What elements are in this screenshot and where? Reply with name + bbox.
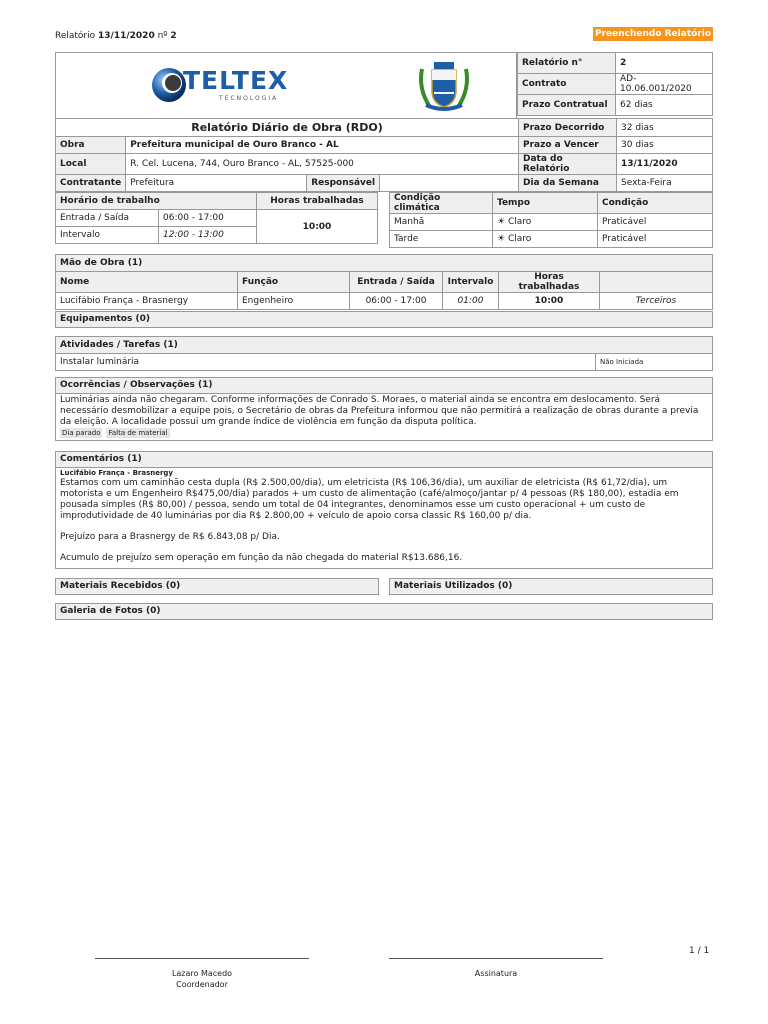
materiais-utilizados-section	[389, 578, 713, 595]
mo-nome: Lucifábio França - Brasnergy	[56, 293, 238, 310]
galeria-title: Galeria de Fotos (0)	[56, 604, 712, 619]
list-item	[56, 354, 713, 371]
atividades-title: Atividades / Tarefas (1)	[56, 337, 713, 354]
clima-row	[390, 231, 713, 248]
entrada-saida-value: 06:00 - 17:00	[159, 210, 257, 227]
prazo-decorrido-label: Prazo Decorrido	[519, 119, 617, 137]
comment-p3: Acumulo de prejuízo sem operação em função da não chegada do material R$13.686,16.	[60, 553, 463, 563]
report-info-table	[517, 52, 713, 116]
prazo-vencer-label: Prazo a Vencer	[519, 137, 617, 154]
local-label: Local	[56, 154, 126, 175]
contratante-value: Prefeitura	[126, 175, 307, 192]
prazo-decorrido-value: 32 dias	[617, 119, 713, 137]
galeria-section	[55, 603, 713, 620]
equipamentos-section	[55, 311, 713, 328]
teltex-wordmark: TELTEX	[183, 66, 289, 95]
signature-1-name: Lazaro Macedo	[171, 969, 233, 978]
logo-area	[55, 52, 517, 119]
contrato-label: Contrato	[518, 74, 616, 95]
report-date: 13/11/2020	[98, 31, 155, 41]
contrato-value: AD-10.06.001/2020	[616, 74, 713, 95]
ocorrencias-tags	[56, 428, 712, 438]
clima-table	[389, 192, 713, 248]
signature-line-1	[95, 958, 309, 959]
comment-p2: Prejuízo para a Brasnergy de R$ 6.843,08 p/ Dia.	[60, 532, 280, 542]
comentarios-section	[55, 451, 713, 569]
clima-row	[390, 214, 713, 231]
responsavel-value	[380, 175, 519, 192]
teltex-sub: TECNOLOGIA	[219, 95, 279, 102]
intervalo-label: Intervalo	[56, 227, 159, 244]
contratante-label: Contratante	[56, 175, 126, 192]
mao-obra-title: Mão de Obra (1)	[56, 255, 713, 272]
municipal-coat-of-arms	[412, 59, 476, 115]
table-row	[56, 293, 713, 310]
materiais-utilizados-title: Materiais Utilizados (0)	[390, 579, 712, 594]
data-relatorio-label: Data do Relatório	[519, 154, 617, 175]
comentarios-title: Comentários (1)	[56, 452, 712, 468]
coat-of-arms-icon	[412, 59, 476, 115]
col-tipo	[600, 272, 713, 293]
dia-semana-value: Sexta-Feira	[617, 175, 713, 192]
teltex-logo	[149, 65, 304, 105]
horas-total: 10:00	[257, 210, 378, 244]
col-entrada: Entrada / Saída	[350, 272, 443, 293]
materiais-recebidos-section	[55, 578, 379, 595]
signature-line-2	[389, 958, 603, 959]
report-number: 2	[170, 31, 177, 41]
atividade-status: Não Iniciada	[596, 354, 713, 371]
data-relatorio-value: 13/11/2020	[617, 154, 713, 175]
tag-falta-material: Falta de material	[108, 429, 168, 437]
mo-intervalo: 01:00	[443, 293, 499, 310]
report-header	[55, 31, 177, 41]
responsavel-label: Responsável	[307, 175, 380, 192]
local-value: R. Cel. Lucena, 744, Ouro Branco - AL, 57525-000	[126, 154, 519, 175]
comment-p1: Estamos com um caminhão cesta dupla (R$ 2.500,00/dia), um eletricista (R$ 106,36/dia), um auxiliar de eletricista (R$ 61,72/dia), um motorista e um Engenheiro R$475,00/dia) parados + um custo de alimentação (café/almoço/jantar p/ 4 pessoas (R$ 180,00), estadia em pousada simples (R$ 80,00) / pessoa, sendo um total de 04 integrantes, denominamos esse um custo operacional + um custo de improdutividade de 40 luminárias por dia R$ 2.800,00 + veículo de apoio corsa classic R$ 160,00 p/ dia.	[60, 478, 679, 521]
dia-semana-label: Dia da Semana	[519, 175, 617, 192]
col-funcao: Função	[238, 272, 350, 293]
mo-funcao: Engenheiro	[238, 293, 350, 310]
materiais-recebidos-title: Materiais Recebidos (0)	[56, 579, 378, 594]
report-prefix: Relatório	[55, 31, 96, 41]
report-no-label: nº	[157, 31, 168, 41]
mo-tipo: Terceiros	[600, 293, 713, 310]
col-intervalo: Intervalo	[443, 272, 499, 293]
obra-table	[55, 118, 713, 192]
intervalo-value: 12:00 - 13:00	[159, 227, 257, 244]
signature-2-label: Assinatura	[474, 969, 518, 978]
obra-label: Obra	[56, 137, 126, 154]
page-title: Relatório Diário de Obra (RDO)	[56, 119, 519, 137]
atividade-item: Instalar luminária	[56, 354, 596, 371]
periodo-manha: Manhã	[390, 214, 493, 231]
condicao-manha: Praticável	[598, 214, 713, 231]
sun-icon: ☀	[497, 217, 506, 227]
mao-obra-table	[55, 254, 713, 310]
condicao-header: Condição	[598, 193, 713, 214]
prazo-contratual-label: Prazo Contratual	[518, 95, 616, 116]
sun-icon: ☀	[497, 234, 506, 244]
horario-table	[55, 192, 378, 244]
horario-header: Horário de trabalho	[56, 193, 257, 210]
relatorio-label: Relatório n°	[518, 53, 616, 74]
relatorio-value: 2	[616, 53, 713, 74]
horas-header: Horas trabalhadas	[257, 193, 378, 210]
entrada-saida-label: Entrada / Saída	[56, 210, 159, 227]
condicao-tarde: Praticável	[598, 231, 713, 248]
periodo-tarde: Tarde	[390, 231, 493, 248]
atividades-table	[55, 336, 713, 371]
col-horas: Horas trabalhadas	[499, 272, 600, 293]
prazo-vencer-value: 30 dias	[617, 137, 713, 154]
status-badge: Preenchendo Relatório	[594, 29, 712, 39]
tempo-tarde: Claro	[507, 234, 532, 244]
prazo-contratual-value: 62 dias	[616, 95, 713, 116]
ocorrencias-title: Ocorrências / Observações (1)	[56, 378, 712, 394]
tempo-manha: Claro	[507, 217, 532, 227]
ocorrencias-text: Luminárias ainda não chegaram. Conforme informações de Conrado S. Moraes, o material ainda se encontra em deslocamento. Será necessário desmobilizar a equipe pois, o Secretário de obras da Prefeitura informou que não permitirá a realização de obras durante a previa da eleição. A localidade possui um grande índice de violência em função da disputa política.	[60, 395, 699, 427]
clima-header: Condição climática	[390, 193, 493, 214]
page-number: 1 / 1	[689, 946, 710, 956]
obra-value: Prefeitura municipal de Ouro Branco - AL	[126, 137, 519, 154]
col-nome: Nome	[56, 272, 238, 293]
tag-dia-parado: Dia parado	[62, 429, 101, 437]
mo-horas: 10:00	[499, 293, 600, 310]
ocorrencias-section	[55, 377, 713, 441]
signature-1-role: Coordenador	[176, 980, 228, 989]
mo-entrada: 06:00 - 17:00	[350, 293, 443, 310]
comment-author: Lucifábio França - Brasnergy	[60, 469, 173, 477]
tempo-header: Tempo	[493, 193, 598, 214]
equipamentos-title: Equipamentos (0)	[56, 312, 712, 327]
